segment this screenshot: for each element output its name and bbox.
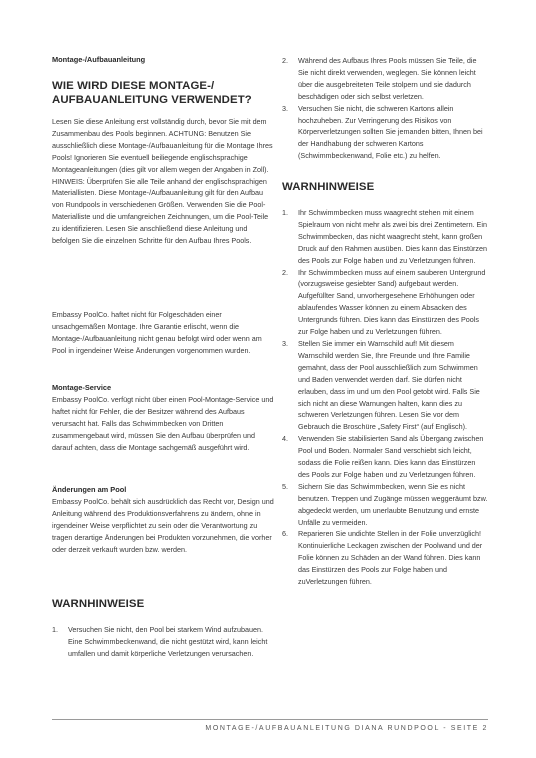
service-heading: Montage-Service — [52, 383, 112, 392]
list-item — [282, 481, 488, 529]
document-label: Montage-/Aufbauanleitung — [52, 55, 146, 64]
list-text: Versuchen Sie nicht, den Pool bei starkem Wind aufzubauen. Eine Schwimmbeckenwand, die nicht gestützt wird, kann leicht umfallen und damit körperliche Verletzungen verursachen. — [68, 625, 268, 658]
list-item — [282, 103, 488, 163]
list-number: 5. — [282, 481, 288, 491]
liability-paragraph: Embassy PoolCo. haftet nicht für Folgeschäden einer unsachgemäßen Montage. Ihre Garantie erlischt, wenn die Montage-/Aufbauanleitung nicht genau befolgt wird oder wenn am Pool in irgendeiner Weise Änderungen vorgenommen wurden. — [52, 310, 262, 355]
warnings-heading-left: WARNHINWEISE — [52, 598, 145, 610]
warnings-list-right — [282, 207, 488, 588]
list-text: Versuchen Sie nicht, die schweren Kartons allein hochzuheben. Zur Verringerung des Risikos von Körperverletzungen sollten Sie jemanden bitten, Ihnen bei der Handhabung der schweren Kartons (Schwimmbeckenwand, Folie etc.) zu helfen. — [298, 103, 483, 161]
list-number: 2. — [282, 56, 288, 65]
service-paragraph: Embassy PoolCo. verfügt nicht über einen Pool-Montage-Service und haftet nicht für Fehler, die der Besitzer während des Aufbaus verursacht hat. Falls das Schwimmbecken von Dritten zusammengebaut wird, müssen Sie den Aufbau überprüfen und darauf achten, dass die Montage sachgemäß ausgeführt wird. — [52, 395, 274, 452]
page-footer: MONTAGE-/AUFBAUANLEITUNG DIANA RUNDPOOL - SEITE 2 — [205, 725, 488, 732]
warnings-list-left — [52, 624, 274, 660]
list-text: Verwenden Sie stabilisierten Sand als Übergang zwischen Pool und Boden. Normaler Sand verschiebt sich leicht, sodass die Folie reißen kann. Dies kann das Einstürzen des Pools zur Folge haben und zu Verletzungen führen. — [298, 434, 484, 479]
list-item — [282, 433, 488, 481]
warnings-list-top — [282, 55, 488, 162]
list-number: 3. — [282, 338, 288, 348]
list-item — [282, 55, 488, 103]
list-item — [52, 624, 274, 660]
page-title: WIE WIRD DIESE MONTAGE-/ AUFBAUANLEITUNG VERWENDET? — [52, 80, 252, 106]
list-item — [282, 338, 488, 433]
intro-paragraph: Lesen Sie diese Anleitung erst vollständig durch, bevor Sie mit dem Zusammenbau des Pools beginnen. ACHTUNG: Benutzen Sie ausschließlich diese Montage-/Aufbauanleitung für die Montage Ihres Pools! Ignorieren Sie eventuell beiliegende englischsprachige Montageanleitungen (dies gilt vor allem wegen der Angaben in Zoll). HINWEIS: Überprüfen Sie alle Teile anhand der englischsprachigen Materiallisten. Diese Montage-/Aufbauanleitung gilt für den Aufbau von Rundpools in verschiedenen Größen. Verwenden Sie die Pool-Materialliste und die umfangreichen Zeichnungen, um die Pool-Teile zu identifizieren. Lesen Sie anschließend diese Anleitung und befolgen Sie die einzelnen Schritte für den Aufbau Ihres Pools. — [52, 117, 273, 246]
changes-heading: Änderungen am Pool — [52, 485, 127, 494]
warnings-heading-right: WARNHINWEISE — [282, 181, 375, 193]
list-number: 6. — [282, 529, 288, 539]
list-text: Sichern Sie das Schwimmbecken, wenn Sie es nicht benutzen. Treppen und Zugänge müssen weggeräumt bzw. abgedeckt werden, um unerlaubte Benutzung und ernste Unfälle zu vermeiden. — [298, 481, 488, 527]
list-number: 1. — [52, 625, 58, 634]
changes-paragraph: Embassy PoolCo. behält sich ausdrücklich das Recht vor, Design und Anleitung während des Produktionsverfahrens zu ändern, ohne in irgendeiner Weise verpflichtet zu sein oder die Verantwortung zu tragen derartige Änderungen bei Produkten vorzunehmen, die vorher oder derzeit verkauft wurden bzw. werden. — [52, 497, 274, 554]
list-text: Reparieren Sie undichte Stellen in der Folie unverzüglich! Kontinuierliche Leckagen zwischen der Poolwand und der Folie können zu Schäden an der Wand führen. Dies kann das Einstürzen des Pools zur Folge haben und zuVerletzungen führen. — [298, 529, 483, 587]
list-item — [282, 267, 488, 338]
list-number: 4. — [282, 434, 288, 444]
list-text: Während des Aufbaus Ihres Pools müssen Sie Teile, die Sie nicht direkt verwenden, weglegen. Sie können leicht über die ausgebreiteten Teile stolpern und sie dadurch beschädigen oder sich selbst verletzen. — [298, 56, 477, 101]
footer-divider — [52, 719, 488, 720]
list-item — [282, 207, 488, 267]
list-item — [282, 528, 488, 588]
list-number: 3. — [282, 103, 288, 113]
list-number: 2. — [282, 267, 288, 277]
list-text: Ihr Schwimmbecken muss waagrecht stehen mit einem Spielraum von nicht mehr als zwei bis drei Zentimetern. Ein Schwimmbecken, das nicht waagrecht steht, kann großen Druck auf den Rahmen ausüben. Dies kann das Einstürzen des Pools zur Folge haben und zu Verletzungen führen. — [298, 208, 487, 265]
list-text: Stellen Sie immer ein Warnschild auf! Mit diesem Warnschild werden Sie, Ihre Freunde und Ihre Familie gemahnt, dass der Pool ausschließlich zum Schwimmen und Baden verwendet werden darf. Sie dürfen nicht erlauben, dass im und um den Pool getobt wird. Falls Sie sich nicht an diese Warnungen halten, kann dies zu schweren Verletzungen führen. Lesen Sie vor dem Gebrauch die Broschüre „Safety First“ (auf Englisch). — [298, 338, 480, 432]
list-number: 1. — [282, 208, 288, 217]
list-text: Ihr Schwimmbecken muss auf einem sauberen Untergrund (vorzugsweise gesiebter Sand) aufgebaut werden. Aufgefüllter Sand, unvorhergesehene Erhöhungen oder ablaufendes Wasser können zu einem Absacken des Untergrunds führen. Dies kann das Einstürzen des Pools zur Folge haben und zu Verletzungen führen. — [298, 267, 486, 337]
